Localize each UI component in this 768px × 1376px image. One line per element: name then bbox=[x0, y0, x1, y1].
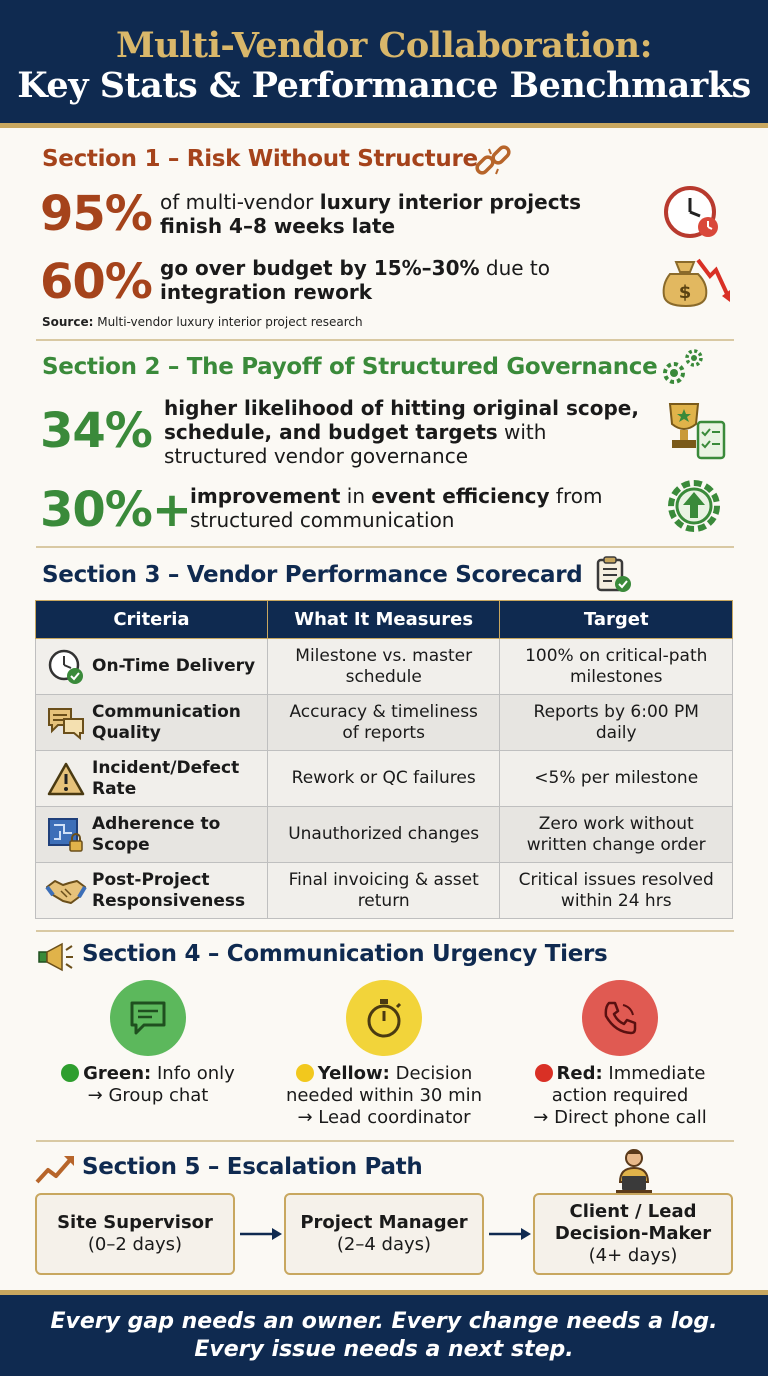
stat-34-text-b: schedule, and budget targets bbox=[164, 420, 498, 444]
tier-yellow-circle bbox=[346, 980, 422, 1056]
criteria-label bbox=[92, 656, 255, 677]
title-line-2: Key Stats & Performance Benchmarks bbox=[17, 65, 751, 106]
criteria-line: Adherence to bbox=[92, 813, 221, 834]
tier-red-circle bbox=[582, 980, 658, 1056]
stat-60-text-a: go over budget by 15%–30% bbox=[160, 256, 480, 280]
criteria-cell bbox=[36, 863, 268, 919]
measures-line: return bbox=[357, 890, 410, 911]
target-line: Reports by 6:00 PM bbox=[533, 701, 699, 722]
table-header-row bbox=[36, 601, 733, 639]
criteria-line: Communication bbox=[92, 701, 241, 722]
target-line: written change order bbox=[526, 834, 706, 855]
target-line: 100% on critical-path bbox=[525, 645, 708, 666]
tier-line: → Group chat bbox=[87, 1085, 209, 1106]
scorecard-table bbox=[35, 600, 733, 919]
source-note bbox=[42, 315, 363, 329]
money-bag-down-icon bbox=[658, 252, 732, 308]
warning-icon bbox=[40, 761, 92, 797]
phone-icon bbox=[601, 999, 639, 1037]
divider-3 bbox=[36, 930, 734, 932]
table-row bbox=[36, 863, 733, 919]
measures-cell bbox=[267, 807, 500, 863]
criteria-label bbox=[92, 758, 239, 800]
criteria-line: Rate bbox=[92, 778, 137, 799]
stat-30-text-e: structured communication bbox=[190, 508, 455, 532]
step-name: Client / Lead bbox=[569, 1201, 697, 1222]
divider-2 bbox=[36, 546, 734, 548]
stat-95-value: 95% bbox=[40, 186, 152, 242]
stat-30-text-b: in bbox=[340, 484, 372, 508]
criteria-line: Post-Project bbox=[92, 869, 210, 890]
stat-34-text bbox=[164, 396, 639, 468]
tier-line: Immediate bbox=[602, 1063, 706, 1084]
criteria-line: Quality bbox=[92, 722, 161, 743]
red-dot-icon bbox=[535, 1064, 553, 1082]
stat-95-text-c: finish 4–8 weeks late bbox=[160, 214, 396, 238]
stat-30-text-a: improvement bbox=[190, 484, 341, 508]
stat-34-text-c: with bbox=[497, 420, 547, 444]
criteria-cell bbox=[36, 751, 268, 807]
target-line: milestones bbox=[569, 666, 663, 687]
measures-cell bbox=[267, 695, 500, 751]
stat-60-text-b: due to bbox=[479, 256, 550, 280]
target-line: Critical issues resolved bbox=[518, 869, 714, 890]
late-clock-icon bbox=[662, 183, 726, 241]
stat-30-value: 30%+ bbox=[40, 482, 192, 538]
clock-check-icon bbox=[40, 648, 92, 686]
tier-label: Green: bbox=[83, 1063, 152, 1084]
stat-30-text bbox=[190, 484, 602, 532]
stat-60-value: 60% bbox=[40, 254, 152, 310]
stat-34-value: 34% bbox=[40, 403, 152, 459]
target-line: <5% per milestone bbox=[534, 768, 699, 788]
target-cell bbox=[500, 639, 733, 695]
measures-line: Final invoicing & asset bbox=[288, 869, 479, 890]
gears-icon bbox=[658, 346, 706, 388]
stat-95-text-a: of multi-vendor bbox=[160, 190, 320, 214]
target-cell bbox=[500, 751, 733, 807]
stat-30-text-c: event efficiency bbox=[371, 484, 550, 508]
target-line: Zero work without bbox=[538, 813, 694, 834]
table-row bbox=[36, 639, 733, 695]
step-days: (0–2 days) bbox=[87, 1234, 183, 1255]
criteria-cell bbox=[36, 807, 268, 863]
person-laptop-icon bbox=[612, 1146, 656, 1194]
escalation-step-project-manager bbox=[284, 1193, 484, 1275]
criteria-line: On-Time Delivery bbox=[92, 656, 256, 676]
title-line-1: Multi-Vendor Collaboration: bbox=[115, 25, 653, 66]
tier-line: action required bbox=[551, 1085, 689, 1106]
megaphone-icon bbox=[36, 940, 76, 974]
criteria-line: Scope bbox=[92, 834, 150, 855]
stat-34-text-d: structured vendor governance bbox=[164, 444, 468, 468]
stopwatch-icon bbox=[364, 997, 404, 1039]
table-row bbox=[36, 695, 733, 751]
measures-line: Milestone vs. master bbox=[295, 645, 473, 666]
arrow-right-icon bbox=[487, 1226, 533, 1242]
step-days: (4+ days) bbox=[588, 1245, 678, 1266]
target-line: within 24 hrs bbox=[560, 890, 672, 911]
criteria-line: Incident/Defect bbox=[92, 757, 240, 778]
section1-title: Section 1 – Risk Without Structure bbox=[42, 146, 478, 172]
tier-yellow-text bbox=[274, 1063, 494, 1129]
broken-chain-icon bbox=[472, 140, 514, 182]
measures-cell bbox=[267, 751, 500, 807]
chat-icon bbox=[128, 999, 168, 1037]
table-row bbox=[36, 751, 733, 807]
stat-34-text-a: higher likelihood of hitting original scope, bbox=[164, 396, 639, 420]
tier-label: Yellow: bbox=[317, 1063, 390, 1084]
criteria-label bbox=[92, 702, 241, 744]
tier-line: needed within 30 min bbox=[285, 1085, 483, 1106]
header-banner bbox=[0, 0, 768, 128]
measures-line: of reports bbox=[342, 722, 425, 743]
measures-line: Rework or QC failures bbox=[291, 768, 476, 788]
footer-line-2: Every issue needs a next step. bbox=[194, 1337, 574, 1362]
handshake-icon bbox=[40, 875, 92, 907]
trophy-checklist-icon bbox=[662, 400, 728, 462]
stat-60-text-c: integration rework bbox=[160, 280, 373, 304]
step-name: Decision-Maker bbox=[554, 1223, 712, 1244]
target-cell bbox=[500, 863, 733, 919]
header-criteria: Criteria bbox=[36, 601, 268, 639]
stat-60-text bbox=[160, 256, 550, 304]
divider-1 bbox=[36, 339, 734, 341]
footer-line-1: Every gap needs an owner. Every change needs a log. bbox=[50, 1309, 718, 1334]
tier-red-text bbox=[510, 1063, 730, 1129]
tier-green-circle bbox=[110, 980, 186, 1056]
criteria-label bbox=[92, 870, 245, 912]
stat-30-text-d: from bbox=[549, 484, 603, 508]
section3-title: Section 3 – Vendor Performance Scorecard bbox=[42, 562, 583, 588]
stat-95-text bbox=[160, 190, 581, 238]
arrow-right-icon bbox=[238, 1226, 284, 1242]
measures-line: schedule bbox=[345, 666, 422, 687]
measures-line: Accuracy & timeliness bbox=[289, 701, 478, 722]
gear-arrow-up-icon bbox=[664, 476, 724, 536]
table-row bbox=[36, 807, 733, 863]
target-cell bbox=[500, 695, 733, 751]
target-cell bbox=[500, 807, 733, 863]
escalation-step-site-supervisor bbox=[35, 1193, 235, 1275]
step-days: (2–4 days) bbox=[336, 1234, 432, 1255]
yellow-dot-icon bbox=[296, 1064, 314, 1082]
section4-title: Section 4 – Communication Urgency Tiers bbox=[82, 941, 608, 967]
tier-line: → Direct phone call bbox=[533, 1107, 707, 1128]
divider-4 bbox=[36, 1140, 734, 1142]
header-target: Target bbox=[500, 601, 733, 639]
trend-up-icon bbox=[34, 1152, 76, 1186]
chat-bubbles-icon bbox=[40, 705, 92, 741]
blueprint-lock-icon bbox=[40, 815, 92, 855]
tier-line: Info only bbox=[151, 1063, 235, 1084]
criteria-cell bbox=[36, 639, 268, 695]
green-dot-icon bbox=[61, 1064, 79, 1082]
clipboard-check-icon bbox=[594, 554, 634, 594]
tier-line: Decision bbox=[389, 1063, 473, 1084]
source-text: Multi-vendor luxury interior project research bbox=[93, 315, 363, 329]
section2-title: Section 2 – The Payoff of Structured Governance bbox=[42, 354, 658, 380]
escalation-step-client-lead bbox=[533, 1193, 733, 1275]
criteria-line: Responsiveness bbox=[92, 890, 246, 911]
tier-label: Red: bbox=[556, 1063, 603, 1084]
criteria-label bbox=[92, 814, 220, 856]
source-label: Source: bbox=[42, 315, 94, 329]
measures-line: Unauthorized changes bbox=[288, 824, 480, 844]
measures-cell bbox=[267, 863, 500, 919]
footer-banner bbox=[0, 1290, 768, 1376]
svg-text:$: $ bbox=[678, 282, 692, 303]
section5-title: Section 5 – Escalation Path bbox=[82, 1154, 423, 1180]
header-measures: What It Measures bbox=[267, 601, 500, 639]
tier-green-text bbox=[38, 1063, 258, 1107]
tier-line: → Lead coordinator bbox=[297, 1107, 471, 1128]
step-name: Site Supervisor bbox=[57, 1212, 213, 1233]
step-name: Project Manager bbox=[300, 1212, 468, 1233]
measures-cell bbox=[267, 639, 500, 695]
stat-95-text-b: luxury interior projects bbox=[319, 190, 582, 214]
criteria-cell bbox=[36, 695, 268, 751]
target-line: daily bbox=[595, 722, 637, 743]
